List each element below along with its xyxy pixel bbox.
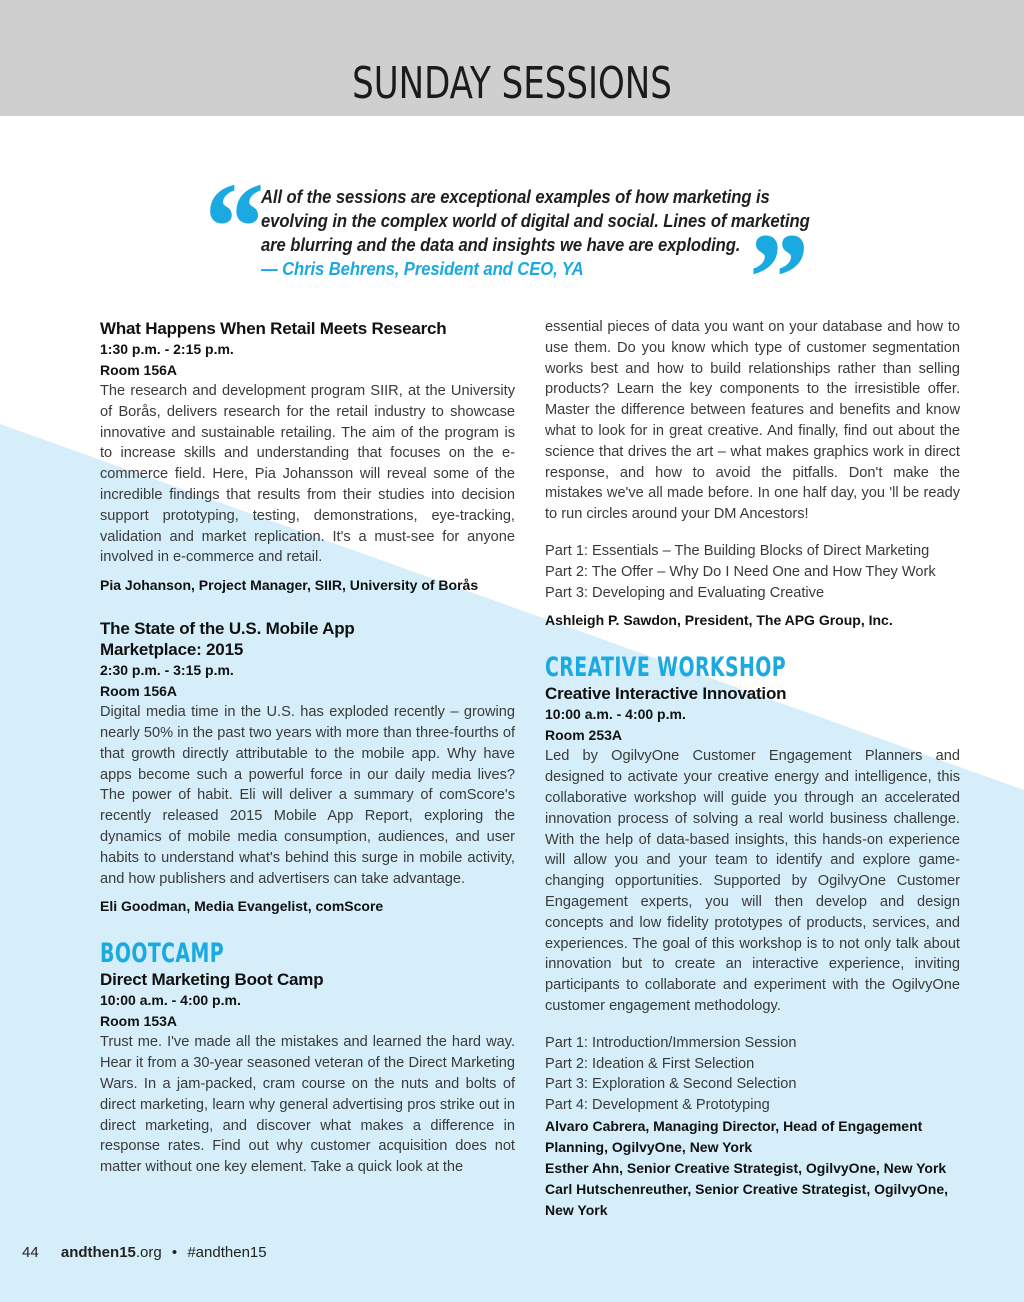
list-item: Part 3: Exploration & Second Selection bbox=[545, 1076, 797, 1093]
site-tld: .org bbox=[135, 1244, 162, 1261]
session-speaker: Ashleigh P. Sawdon, President, The APG Group, Inc. bbox=[545, 612, 893, 629]
session-title bbox=[100, 618, 515, 660]
session-time: 10:00 a.m. - 4:00 p.m. bbox=[545, 706, 686, 723]
session-time: 2:30 p.m. - 3:15 p.m. bbox=[100, 662, 234, 679]
workshop-parts-list bbox=[545, 1033, 960, 1116]
session-room: Room 253A bbox=[545, 727, 623, 744]
footer-separator: • bbox=[171, 1244, 178, 1261]
close-quote-icon: ” bbox=[742, 207, 806, 349]
session-title: What Happens When Retail Meets Research bbox=[100, 319, 447, 338]
session-description: Digital media time in the U.S. has exploded recently – growing nearly 50% in the past two years with more than three-fourths of that growth directly attributable to the mobile app. Why have apps become such a powerful force in our daily media lives? The power of habit. Eli will deliver a summary of comScore's recently released 2015 Mobile App Report, exploring the dynamics of mobile media consumption, audiences, and user habits to understand what's behind this surge in mobile activity, and how publishers and advertisers can take advantage. bbox=[100, 704, 515, 887]
session-speaker: Carl Hutschenreuther, Senior Creative Strategist, OgilvyOne, New York bbox=[545, 1180, 949, 1218]
session-description: Trust me. I've made all the mistakes and learned the hard way. Hear it from a 30-year seasoned veteran of the Direct Marketing Wars. In a jam-packed, cram course on the nuts and bolts of direct marketing, learn why general advertising pros strike out in direct marketing, and discover what makes a difference in response rates. Find out why customer acquisition does not matter without one key element. Take a quick look at the bbox=[100, 1034, 515, 1176]
session-title: Direct Marketing Boot Camp bbox=[100, 970, 324, 990]
list-item: Part 2: Ideation & First Selection bbox=[545, 1055, 755, 1072]
list-item: Part 4: Development & Prototyping bbox=[545, 1097, 770, 1114]
site-name: andthen15 bbox=[60, 1244, 136, 1261]
session-speaker: Pia Johanson, Project Manager, SIIR, University of Borås bbox=[100, 577, 479, 594]
list-item: Part 1: Introduction/Immersion Session bbox=[545, 1034, 797, 1051]
left-column bbox=[100, 318, 515, 1178]
session-time: 10:00 a.m. - 4:00 p.m. bbox=[100, 992, 241, 1009]
site-link[interactable] bbox=[61, 1244, 162, 1261]
session-room: Room 156A bbox=[100, 362, 178, 378]
page-title: SUNDAY SESSIONS bbox=[352, 58, 672, 109]
page-number: 44 bbox=[22, 1244, 39, 1261]
list-item: Part 1: Essentials – The Building Blocks of Direct Marketing bbox=[545, 542, 930, 559]
session-description-continued: essential pieces of data you want on your database and how to use them. Do you know which type of customer segmentation works best and how to build relationships rather than selling products? Learn the key components to the irresistible offer. Master the difference between features and benefits and know what to look for in great creative. And finally, find out about the science that drives the art – what makes graphics work in direct response, and how to avoid the pitfalls. Don't make the mistakes we've all made before. In one half day, you 'll be ready to run circles around your DM Ancestors! bbox=[545, 319, 960, 523]
hashtag: #andthen15 bbox=[187, 1244, 267, 1261]
list-item: Part 2: The Offer – Why Do I Need One and How They Work bbox=[545, 563, 936, 580]
session-description: Led by OgilvyOne Customer Engagement Planners and designed to activate your creative energy and intelligence, this collaborative workshop will guide you through an accelerated innovation process of solving a real world business challenge. With the help of data-based insights, this hands-on experience will allow you and your team to identify and explore game-changing opportunities. Supported by OgilvyOne Customer Engagement experts, you will then develop and design concepts and low fidelity prototypes of products, services, and experiences. The goal of this workshop is to not only talk about innovation but to create an interactive experience, inviting participants to collaborate and experiment with the OgilvyOne customer engagement methodology. bbox=[545, 748, 960, 1014]
session-title-line: The State of the U.S. Mobile App bbox=[100, 619, 355, 639]
session-title-line: Marketplace: 2015 bbox=[100, 640, 244, 660]
bootcamp-parts-list bbox=[545, 541, 960, 603]
pull-quote bbox=[261, 185, 810, 281]
session-room: Room 153A bbox=[100, 1013, 178, 1030]
session-time: 1:30 p.m. - 2:15 p.m. bbox=[100, 341, 234, 357]
section-heading-bootcamp: BOOTCAMP bbox=[100, 938, 225, 970]
open-quote-icon: “ bbox=[198, 156, 262, 298]
quote-attribution: — Chris Behrens, President and CEO, YA bbox=[261, 258, 584, 279]
right-column bbox=[545, 317, 960, 1221]
header-band bbox=[0, 0, 1024, 116]
session-speaker: Esther Ahn, Senior Creative Strategist, OgilvyOne, New York bbox=[545, 1159, 947, 1176]
page-footer bbox=[22, 1244, 267, 1261]
list-item: Part 3: Developing and Evaluating Creative bbox=[545, 584, 825, 601]
section-heading-creative-workshop: CREATIVE WORKSHOP bbox=[545, 652, 787, 684]
quote-line: evolving in the complex world of digital and social. Lines of marketing bbox=[261, 210, 810, 231]
quote-line: are blurring and the data and insights we have are exploding. bbox=[261, 234, 741, 255]
session-room: Room 156A bbox=[100, 683, 178, 700]
session-description: The research and development program SIIR, at the University of Borås, delivers research for the retail industry to showcase innovative and sustainable retailing. The aim of the program is to increase skills and understanding that focuses on the e-commerce field. Here, Pia Johansson will reveal some of the incredible findings that results from their studies into decision support prototyping, testing, demonstrations, eye-tracking, validation and market replication. It's a must-see for anyone involved in e-commerce and retail. bbox=[100, 383, 515, 566]
session-title: Creative Interactive Innovation bbox=[545, 684, 787, 704]
quote-line: All of the sessions are exceptional examples of how marketing is bbox=[261, 186, 770, 207]
session-speaker: Eli Goodman, Media Evangelist, comScore bbox=[100, 898, 384, 915]
session-speaker: Alvaro Cabrera, Managing Director, Head of Engagement Planning, OgilvyOne, New York bbox=[545, 1117, 923, 1155]
